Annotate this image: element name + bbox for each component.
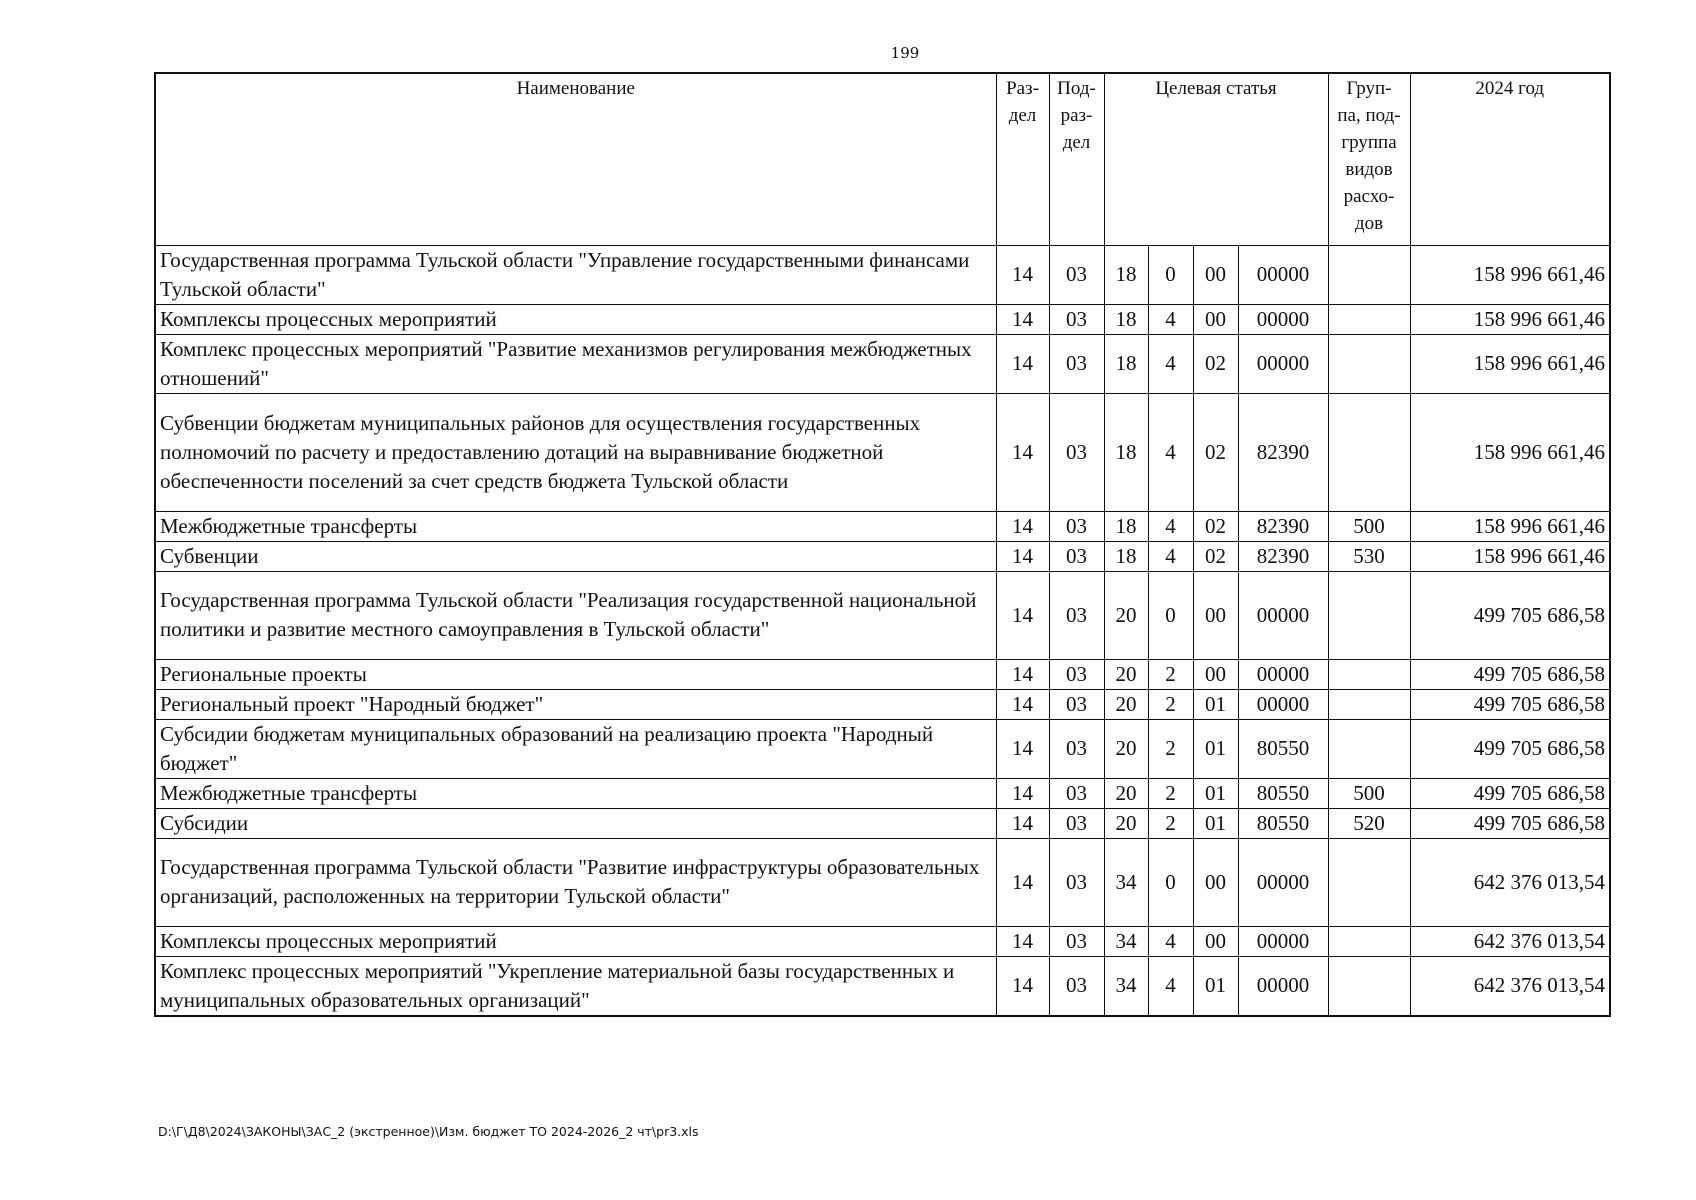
row-name: Региональные проекты [155, 659, 996, 689]
page-number: 199 [890, 44, 920, 62]
row-amount: 158 996 661,46 [1410, 334, 1610, 393]
row-name: Субвенции бюджетам муниципальных районов для осуществления государственных полномочий по расчету и предоставлению дотаций на выравнивание бюджетной обеспеченности поселений за счет средств бюджета Тульской области [155, 393, 996, 511]
table-header-row [155, 73, 1610, 245]
row-subsection: 03 [1049, 778, 1104, 808]
row-target-program: 34 [1104, 956, 1148, 1016]
row-section: 14 [996, 393, 1049, 511]
table-row [155, 689, 1610, 719]
row-expense-group [1328, 334, 1410, 393]
row-target-program: 18 [1104, 541, 1148, 571]
table-row [155, 778, 1610, 808]
row-section: 14 [996, 245, 1049, 304]
header-name: Наименование [155, 73, 996, 245]
row-target-program: 18 [1104, 393, 1148, 511]
row-target-direction: 00000 [1238, 245, 1328, 304]
row-expense-group [1328, 304, 1410, 334]
row-target-sub: 00 [1193, 659, 1238, 689]
row-expense-group: 500 [1328, 778, 1410, 808]
row-target-program: 20 [1104, 659, 1148, 689]
row-subsection: 03 [1049, 689, 1104, 719]
row-target-program: 20 [1104, 689, 1148, 719]
row-amount: 499 705 686,58 [1410, 719, 1610, 778]
row-amount: 158 996 661,46 [1410, 511, 1610, 541]
table-row [155, 511, 1610, 541]
row-target-direction: 80550 [1238, 719, 1328, 778]
row-subsection: 03 [1049, 808, 1104, 838]
row-expense-group [1328, 689, 1410, 719]
row-subsection: 03 [1049, 838, 1104, 926]
table-row [155, 808, 1610, 838]
row-amount: 499 705 686,58 [1410, 659, 1610, 689]
row-target-sub: 01 [1193, 689, 1238, 719]
row-name: Комплекс процессных мероприятий "Укрепление материальной базы государственных и муниципальных образовательных организаций" [155, 956, 996, 1016]
row-subsection: 03 [1049, 571, 1104, 659]
table-row [155, 541, 1610, 571]
header-target-article: Целевая статья [1104, 73, 1328, 245]
row-target-direction: 00000 [1238, 956, 1328, 1016]
row-target-sub: 00 [1193, 304, 1238, 334]
row-target-direction: 80550 [1238, 778, 1328, 808]
row-target-type: 4 [1148, 926, 1193, 956]
row-name: Межбюджетные трансферты [155, 511, 996, 541]
row-expense-group [1328, 659, 1410, 689]
row-amount: 642 376 013,54 [1410, 838, 1610, 926]
row-expense-group [1328, 393, 1410, 511]
row-target-direction: 82390 [1238, 511, 1328, 541]
row-section: 14 [996, 659, 1049, 689]
row-section: 14 [996, 571, 1049, 659]
table-row [155, 719, 1610, 778]
table-row [155, 838, 1610, 926]
row-target-type: 4 [1148, 956, 1193, 1016]
header-expense-group: Груп- па, под- группа видов расхо- дов [1328, 73, 1410, 245]
row-expense-group [1328, 838, 1410, 926]
row-amount: 499 705 686,58 [1410, 808, 1610, 838]
row-target-sub: 02 [1193, 511, 1238, 541]
table-row [155, 334, 1610, 393]
row-target-program: 18 [1104, 334, 1148, 393]
row-target-sub: 00 [1193, 571, 1238, 659]
row-target-direction: 00000 [1238, 689, 1328, 719]
row-name: Государственная программа Тульской области "Реализация государственной национальной политики и развитие местного самоуправления в Тульской области" [155, 571, 996, 659]
header-section: Раз- дел [996, 73, 1049, 245]
row-target-type: 4 [1148, 334, 1193, 393]
row-subsection: 03 [1049, 956, 1104, 1016]
row-target-program: 20 [1104, 719, 1148, 778]
row-target-sub: 00 [1193, 926, 1238, 956]
row-name: Субсидии [155, 808, 996, 838]
row-target-type: 4 [1148, 304, 1193, 334]
row-target-sub: 02 [1193, 334, 1238, 393]
header-subsection: Под- раз- дел [1049, 73, 1104, 245]
row-expense-group [1328, 719, 1410, 778]
row-name: Комплекс процессных мероприятий "Развитие механизмов регулирования межбюджетных отношений" [155, 334, 996, 393]
row-target-direction: 82390 [1238, 541, 1328, 571]
row-amount: 158 996 661,46 [1410, 304, 1610, 334]
row-name: Государственная программа Тульской области "Управление государственными финансами Тульской области" [155, 245, 996, 304]
row-target-program: 20 [1104, 808, 1148, 838]
row-target-direction: 00000 [1238, 334, 1328, 393]
row-expense-group [1328, 926, 1410, 956]
row-section: 14 [996, 956, 1049, 1016]
budget-table-wrapper [154, 72, 1611, 1017]
row-target-sub: 00 [1193, 245, 1238, 304]
row-name: Субвенции [155, 541, 996, 571]
row-section: 14 [996, 304, 1049, 334]
row-target-direction: 00000 [1238, 926, 1328, 956]
row-section: 14 [996, 511, 1049, 541]
row-subsection: 03 [1049, 511, 1104, 541]
row-target-type: 4 [1148, 511, 1193, 541]
table-row [155, 571, 1610, 659]
row-expense-group [1328, 245, 1410, 304]
row-amount: 158 996 661,46 [1410, 245, 1610, 304]
table-row [155, 393, 1610, 511]
row-expense-group: 520 [1328, 808, 1410, 838]
row-name: Комплексы процессных мероприятий [155, 926, 996, 956]
row-target-program: 18 [1104, 304, 1148, 334]
row-expense-group: 500 [1328, 511, 1410, 541]
row-target-type: 2 [1148, 719, 1193, 778]
table-row [155, 304, 1610, 334]
row-section: 14 [996, 689, 1049, 719]
table-body [155, 245, 1610, 1016]
row-subsection: 03 [1049, 926, 1104, 956]
file-path-footer: D:\Г\Д8\2024\ЗАКОНЫ\ЗАС_2 (экстренное)\Изм. бюджет ТО 2024-2026_2 чт\pr3.xls [158, 1124, 699, 1139]
row-section: 14 [996, 719, 1049, 778]
row-target-direction: 82390 [1238, 393, 1328, 511]
row-name: Региональный проект "Народный бюджет" [155, 689, 996, 719]
row-amount: 158 996 661,46 [1410, 541, 1610, 571]
row-target-sub: 01 [1193, 719, 1238, 778]
budget-table [154, 72, 1611, 1017]
row-expense-group [1328, 956, 1410, 1016]
row-section: 14 [996, 808, 1049, 838]
row-amount: 499 705 686,58 [1410, 778, 1610, 808]
header-year: 2024 год [1410, 73, 1610, 245]
row-target-type: 0 [1148, 245, 1193, 304]
row-target-type: 2 [1148, 659, 1193, 689]
row-subsection: 03 [1049, 304, 1104, 334]
row-target-program: 20 [1104, 571, 1148, 659]
row-amount: 499 705 686,58 [1410, 571, 1610, 659]
row-target-sub: 00 [1193, 838, 1238, 926]
row-subsection: 03 [1049, 659, 1104, 689]
row-target-program: 34 [1104, 838, 1148, 926]
row-section: 14 [996, 778, 1049, 808]
row-target-sub: 02 [1193, 541, 1238, 571]
row-section: 14 [996, 926, 1049, 956]
row-target-sub: 02 [1193, 393, 1238, 511]
row-target-direction: 00000 [1238, 304, 1328, 334]
row-target-type: 4 [1148, 393, 1193, 511]
row-subsection: 03 [1049, 393, 1104, 511]
row-subsection: 03 [1049, 541, 1104, 571]
row-target-type: 0 [1148, 838, 1193, 926]
row-target-sub: 01 [1193, 778, 1238, 808]
row-target-program: 18 [1104, 511, 1148, 541]
row-amount: 642 376 013,54 [1410, 956, 1610, 1016]
row-target-type: 2 [1148, 808, 1193, 838]
row-target-type: 2 [1148, 778, 1193, 808]
table-row [155, 245, 1610, 304]
row-target-program: 18 [1104, 245, 1148, 304]
row-target-type: 2 [1148, 689, 1193, 719]
row-target-direction: 00000 [1238, 659, 1328, 689]
row-section: 14 [996, 334, 1049, 393]
row-name: Комплексы процессных мероприятий [155, 304, 996, 334]
table-row [155, 659, 1610, 689]
row-name: Государственная программа Тульской области "Развитие инфраструктуры образовательных организаций, расположенных на территории Тульской области" [155, 838, 996, 926]
row-name: Межбюджетные трансферты [155, 778, 996, 808]
row-target-type: 0 [1148, 571, 1193, 659]
row-target-sub: 01 [1193, 808, 1238, 838]
table-row [155, 956, 1610, 1016]
row-target-type: 4 [1148, 541, 1193, 571]
row-target-program: 34 [1104, 926, 1148, 956]
row-amount: 642 376 013,54 [1410, 926, 1610, 956]
row-name: Субсидии бюджетам муниципальных образований на реализацию проекта "Народный бюджет" [155, 719, 996, 778]
row-section: 14 [996, 838, 1049, 926]
row-expense-group: 530 [1328, 541, 1410, 571]
row-subsection: 03 [1049, 245, 1104, 304]
row-section: 14 [996, 541, 1049, 571]
row-target-direction: 00000 [1238, 838, 1328, 926]
row-expense-group [1328, 571, 1410, 659]
row-target-direction: 80550 [1238, 808, 1328, 838]
row-subsection: 03 [1049, 719, 1104, 778]
row-target-program: 20 [1104, 778, 1148, 808]
row-target-sub: 01 [1193, 956, 1238, 1016]
row-amount: 499 705 686,58 [1410, 689, 1610, 719]
row-amount: 158 996 661,46 [1410, 393, 1610, 511]
row-subsection: 03 [1049, 334, 1104, 393]
table-row [155, 926, 1610, 956]
row-target-direction: 00000 [1238, 571, 1328, 659]
